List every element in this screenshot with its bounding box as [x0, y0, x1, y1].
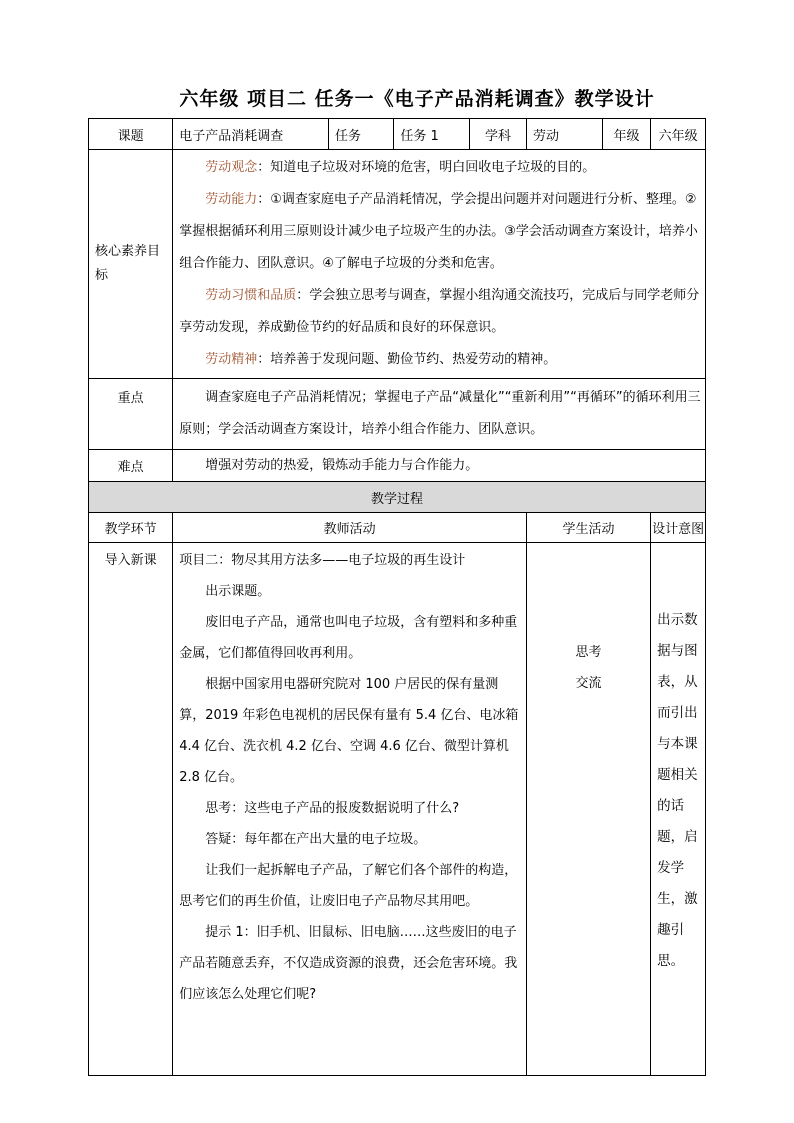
teacher-paragraph: 项目二：物尽其用方法多——电子垃圾的再生设计: [179, 553, 466, 568]
header-row: [89, 119, 706, 150]
goal-key: 劳动精神: [205, 352, 258, 367]
difficulty-label: 难点: [89, 450, 173, 482]
teacher-paragraph: 思考：这些电子产品的报废数据说明了什么?: [205, 801, 460, 816]
goals-content: [173, 150, 706, 379]
intro-row: [89, 543, 706, 1076]
goal-key: 劳动观念: [205, 160, 258, 175]
key-points-row: [89, 379, 706, 450]
goals-row: [89, 150, 706, 379]
stage-header: 教学环节: [89, 513, 173, 543]
grade-label: 年级: [602, 119, 650, 150]
difficulty-row: [89, 450, 706, 482]
goal-item: [173, 184, 705, 280]
subject-label: 学科: [470, 119, 527, 150]
goal-item: [173, 152, 705, 184]
design-header-text: 设计意图: [652, 522, 705, 537]
goal-text: ：学会独立思考与调查，掌握小组沟通交流技巧，完成后与同学老师分享劳动发现，养成勤俭节约的好品质和良好的环保意识。: [179, 288, 700, 335]
teacher-paragraph: 提示 1：旧手机、旧鼠标、旧电脑……这些废旧的电子产品若随意丢弃，不仅造成资源的浪费，还会危害环境。我们应该怎么处理它们呢?: [179, 925, 518, 1002]
lesson-plan-table: [88, 118, 706, 1076]
column-header-row: [89, 513, 706, 543]
teacher-header: 教师活动: [173, 513, 527, 543]
design-intent: 出示数据与图表，从而引出与本课题相关的话题，启发学生，激趣引思。: [651, 543, 706, 1076]
student-header: 学生活动: [526, 513, 650, 543]
page-title: 六年级 项目二 任务一《电子产品消耗调查》教学设计: [179, 88, 655, 110]
subject-value: 劳动: [526, 119, 602, 150]
goal-item: [173, 344, 705, 376]
process-title: 教学过程: [89, 482, 706, 513]
process-title-row: [89, 482, 706, 513]
grade-value: 六年级: [651, 119, 706, 150]
goal-key: 劳动习惯和品质: [205, 288, 297, 303]
student-activity: [526, 543, 650, 1076]
topic-label: 课题: [89, 119, 173, 150]
intro-stage: 导入新课: [89, 543, 173, 1076]
goal-text: ：①调查家庭电子产品消耗情况，学会提出问题并对问题进行分析、整理。②掌握根据循环利用三原则设计减少电子垃圾产生的办法。③学会活动调查方案设计，培养小组合作能力、团队意识。④了解电子垃圾的分类和危害。: [179, 192, 698, 271]
teacher-paragraph: 根据中国家用电器研究院对 100 户居民的保有量测算，2019 年彩色电视机的居民保有量有 5.4 亿台、电冰箱 4.4 亿台、洗衣机 4.2 亿台、空调 4.6 亿台、微型计算机 2.8 亿台。: [179, 677, 519, 785]
goals-label: 核心素养目标: [89, 150, 173, 379]
teacher-activity: [173, 543, 527, 1076]
student-line: 思考: [575, 645, 602, 660]
key-points-text: 调查家庭电子产品消耗情况；掌握电子产品“减量化”“重新利用”“再循环”的循环利用三原则；学会活动调查方案设计，培养小组合作能力、团队意识。: [179, 390, 701, 437]
topic-value: 电子产品消耗调查: [173, 119, 329, 150]
key-points-content: [173, 379, 706, 450]
teacher-paragraph: 让我们一起拆解电子产品，了解它们各个部件的构造，思考它们的再生价值，让废旧电子产品物尽其用吧。: [179, 863, 518, 909]
difficulty-text: 增强对劳动的热爱，锻炼动手能力与合作能力。: [205, 457, 479, 473]
student-line: 交流: [575, 676, 602, 691]
task-value: 任务 1: [394, 119, 470, 150]
teacher-paragraph: 废旧电子产品，通常也叫电子垃圾，含有塑料和多种重金属，它们都值得回收再利用。: [179, 615, 518, 661]
key-points-label: 重点: [89, 379, 173, 450]
task-label: 任务: [329, 119, 394, 150]
goal-text: ：培养善于发现问题、勤俭节约、热爱劳动的精神。: [257, 352, 557, 367]
teacher-paragraph: 答疑：每年都在产出大量的电子垃圾。: [205, 832, 427, 847]
teacher-paragraph: 出示课题。: [205, 584, 271, 599]
design-header: [651, 513, 706, 543]
goal-key: 劳动能力: [205, 192, 258, 207]
goal-item: [173, 280, 705, 344]
goal-text: ：知道电子垃圾对环境的危害，明白回收电子垃圾的目的。: [257, 160, 596, 175]
difficulty-content: [173, 450, 706, 482]
